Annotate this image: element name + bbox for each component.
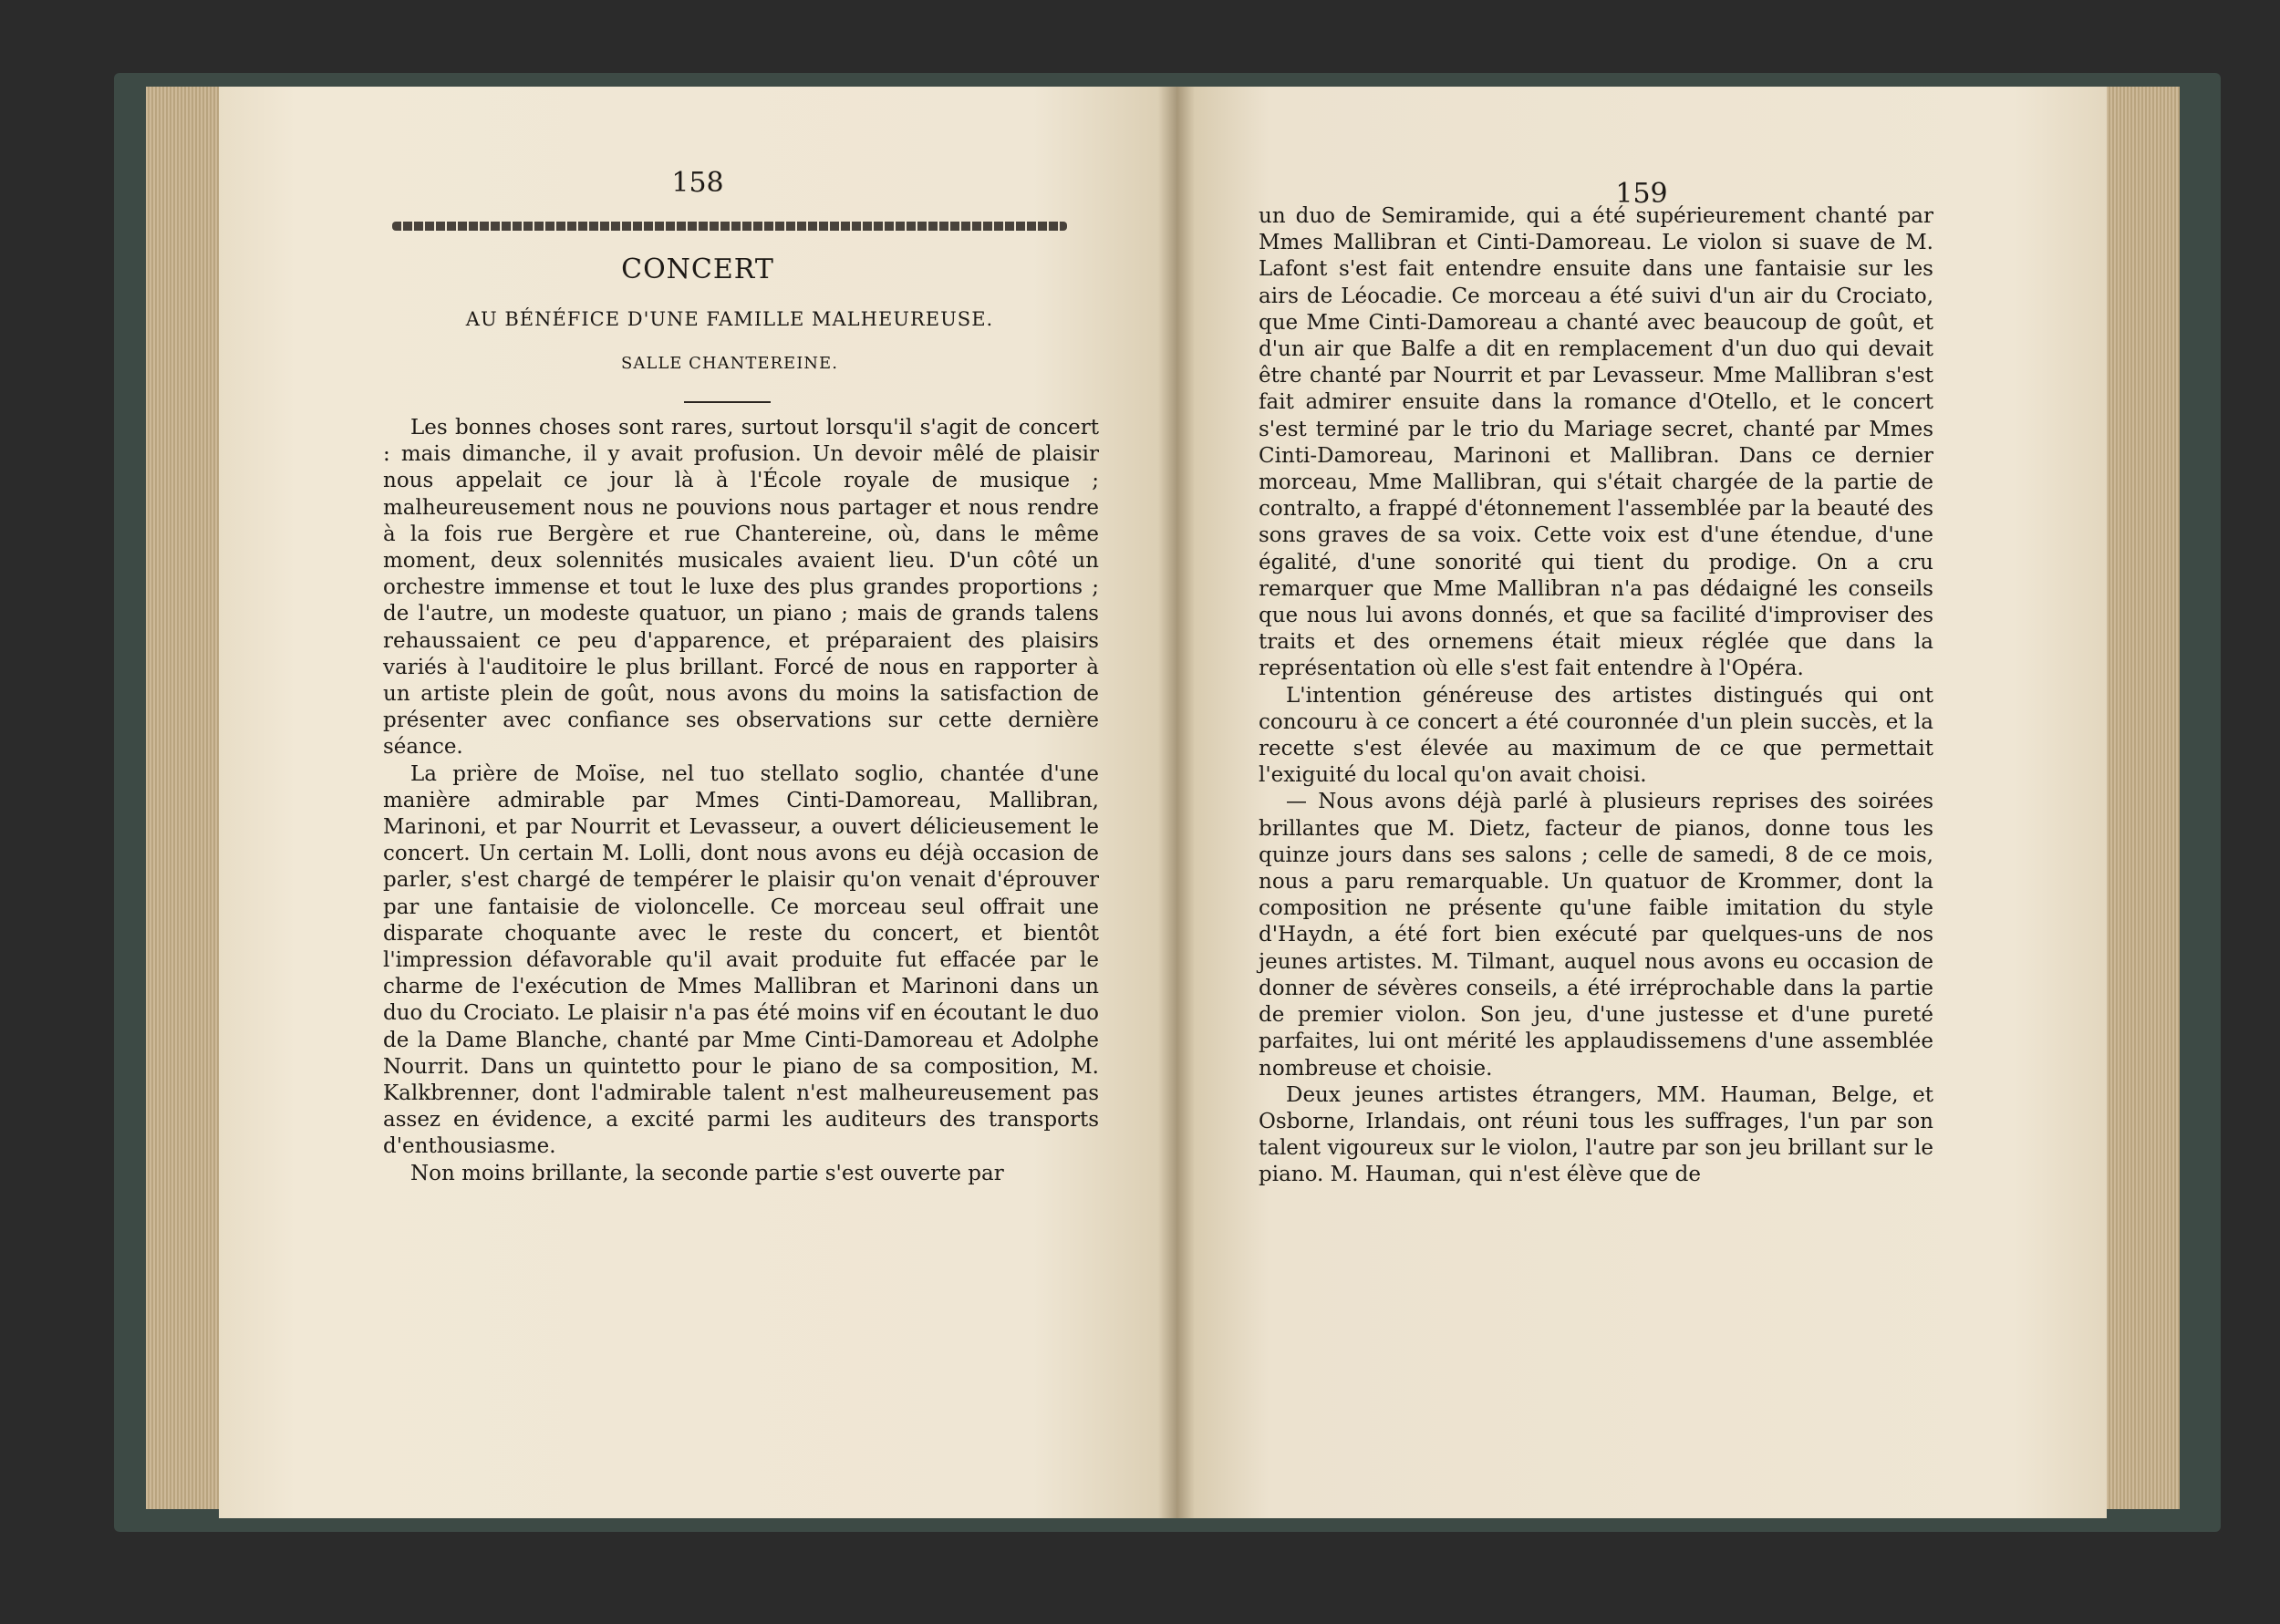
article-title: CONCERT <box>621 253 774 285</box>
paragraph: Non moins brillante, la seconde partie s'est ouverte par <box>410 1161 1004 1185</box>
paragraph: — Nous avons déjà parlé à plusieurs reprises des soirées brillantes que M. Dietz, facteur de pianos, donne tous les quinze jours dans ses salons ; celle de samedi, 8 de ce mois, nous a paru remarquable. Un quatuor de Krommer, dont la composition ne présente qu'une faible imitation du style d'Haydn, a été fort bien exécuté par quelques-uns de nos jeunes artistes. M. Tilmant, auquel nous avons eu occasion de donner de sévères conseils, a été irréprochable dans la partie de premier violon. Son jeu, d'une justesse et d'une pureté parfaites, lui ont mérité les applaudissemens d'une assemblée nombreuse et choisie. <box>1259 790 1933 1081</box>
paragraph: un duo de Semiramide, qui a été supérieurement chanté par Mmes Mallibran et Cinti-Damoreau. Le violon si suave de M. Lafont s'est fait entendre ensuite dans une fantaisie sur les airs de Léocadie. Ce morceau a été suivi d'un air du Crociato, que Mme Cinti-Damoreau a chanté avec beaucoup de goût, et d'un air que Balfe a dit en remplacement d'un duo qui devait être chanté par Nourrit et par Levasseur. Mme Mallibran s'est fait admirer ensuite dans la romance d'Otello, et le concert s'est terminé par le trio du Mariage secret, chanté par Mmes Cinti-Damoreau, Marinoni et Mallibran. Dans ce dernier morceau, Mme Mallibran, qui s'était chargée de la partie de contralto, a frappé d'étonnement l'assemblée par la beauté des sons graves de sa voix. Cette voix est d'une étendue, d'une égalité, d'une sonorité qui tient du prodige. On a cru remarquer que Mme Mallibran n'a pas dédaigné les conseils que nous lui avons donnés, et que sa facilité d'improviser des traits et des ornemens était mieux réglée que dans la représentation où elle s'est fait entendre à l'Opéra. <box>1259 204 1933 681</box>
paragraph: Les bonnes choses sont rares, surtout lorsqu'il s'agit de concert : mais dimanche, il y avait profusion. Un devoir mêlé de plaisir nous appelait ce jour là à l'École royale de musique ; malheureusement nous ne pouvions nous partager et nous rendre à la fois rue Bergère et rue Chantereine, où, dans le même moment, deux solennités musicales avaient lieu. D'un côté un orchestre immense et tout le luxe des plus grandes proportions ; de l'autre, un modeste quatuor, un piano ; mais de grands talens rehaussaient ce peu d'apparence, et préparaient des plaisirs variés à l'auditoire le plus brillant. Forcé de nous en rapporter à un artiste plein de goût, nous avons du moins la satisfaction de présenter avec confiance ses observations sur cette dernière séance. <box>383 416 1099 760</box>
page-number: 159 <box>1615 178 1668 210</box>
separator-rule <box>684 401 771 403</box>
left-page <box>219 87 1176 1518</box>
page-edges-right <box>2098 87 2180 1509</box>
paragraph: Deux jeunes artistes étrangers, MM. Hauman, Belge, et Osborne, Irlandais, ont réuni tous les suffrages, l'un par son talent vigoureux sur le violon, l'autre par son jeu brillant sur le piano. M. Hauman, qui n'est élève que de <box>1259 1082 1933 1187</box>
book-gutter <box>1158 87 1195 1518</box>
venue-heading: SALLE CHANTEREINE. <box>621 354 838 373</box>
text-column <box>1259 203 1933 1189</box>
right-page <box>1176 87 2107 1518</box>
text-column <box>383 415 1099 1187</box>
page-edges-left <box>146 87 228 1509</box>
ornamental-rule <box>392 222 1067 231</box>
article-subtitle: AU BÉNÉFICE D'UNE FAMILLE MALHEUREUSE. <box>465 308 994 330</box>
page-number: 158 <box>671 167 724 199</box>
paragraph: L'intention généreuse des artistes distingués qui ont concouru à ce concert a été couronnée d'un plein succès, et la recette s'est élevée au maximum de ce que permettait l'exiguité du local qu'on avait choisi. <box>1259 683 1933 788</box>
paragraph: La prière de Moïse, nel tuo stellato soglio, chantée d'une manière admirable par Mmes Cinti-Damoreau, Mallibran, Marinoni, et par Nourrit et Levasseur, a ouvert délicieusement le concert. Un certain M. Lolli, dont nous avons eu déjà occasion de parler, s'est chargé de tempérer le plaisir qu'on venait d'éprouver par une fantaisie de violoncelle. Ce morceau seul offrait une disparate choquante avec le reste du concert, et bientôt l'impression défavorable qu'il avait produite fut effacée par le charme de l'exécution de Mmes Mallibran et Marinoni dans un duo du Crociato. Le plaisir n'a pas été moins vif en écoutant le duo de la Dame Blanche, chanté par Mme Cinti-Damoreau et Adolphe Nourrit. Dans un quintetto pour le piano de sa composition, M. Kalkbrenner, dont l'admirable talent n'est malheureusement pas assez en évidence, a excité parmi les auditeurs des transports d'enthousiasme. <box>383 761 1099 1159</box>
